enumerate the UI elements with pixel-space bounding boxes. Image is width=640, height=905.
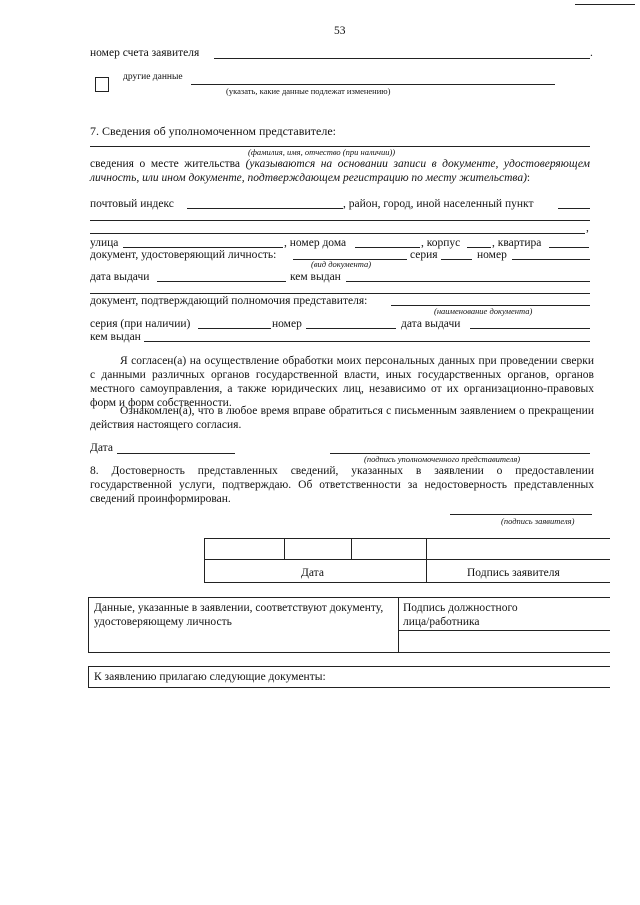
- other-data-hint: (указать, какие данные подлежат изменению): [226, 86, 391, 96]
- number-label: номер: [477, 249, 507, 261]
- series-field[interactable]: [441, 259, 472, 260]
- other-data-label: другие данные: [123, 72, 183, 82]
- page-number: 53: [334, 25, 346, 37]
- residence-lead: сведения о месте жительства: [90, 158, 241, 170]
- postal-index-label: почтовый индекс: [90, 198, 174, 210]
- consent-paragraph-2: Ознакомлен(а), что в любое время вправе обратиться с письменным заявлением о прекращении действия настоящего согласия.: [90, 405, 594, 431]
- series-optional-field[interactable]: [198, 328, 271, 329]
- issued-by-2-field[interactable]: [144, 341, 590, 342]
- district-field[interactable]: [558, 208, 590, 209]
- issue-date-2-field[interactable]: [470, 328, 590, 329]
- postal-index-field[interactable]: [187, 208, 343, 209]
- house-label: , номер дома: [284, 237, 347, 249]
- issue-date-field[interactable]: [157, 281, 286, 282]
- number-2-field[interactable]: [306, 328, 396, 329]
- doc-type-hint: (вид документа): [311, 259, 372, 269]
- apartment-field[interactable]: [549, 247, 589, 248]
- id-doc-label: документ, удостоверяющий личность:: [90, 249, 277, 261]
- verify-right-text: Подпись должностного лица/работника: [403, 602, 518, 628]
- date-label: Дата: [90, 442, 113, 454]
- number-field[interactable]: [512, 259, 590, 260]
- fio-hint: (фамилия, имя, отчество (при наличии)): [248, 147, 396, 157]
- issue-date-2-label: дата выдачи: [401, 318, 461, 330]
- series-optional-label: серия (при наличии): [90, 318, 191, 330]
- sign-date-day[interactable]: [205, 539, 283, 558]
- number-2-label: номер: [272, 318, 302, 330]
- section-7-title: 7. Сведения об уполномоченном представителе:: [90, 124, 337, 138]
- address-line-1[interactable]: [90, 220, 590, 221]
- street-label: улица: [90, 237, 119, 249]
- residence-info: [90, 157, 590, 185]
- section-8-text: 8. Достоверность представленных сведений, указанных в заявлении о предоставлении государственной услуги, подтверждаю. Об ответственности за недостоверность представленных сведений проинформирован.: [90, 465, 594, 505]
- issued-by-2-label: кем выдан: [90, 331, 141, 343]
- address-comma: ,: [586, 222, 589, 234]
- account-number-field[interactable]: [214, 58, 590, 59]
- sign-signature-cell[interactable]: [427, 539, 609, 558]
- sign-date-year[interactable]: [352, 539, 425, 558]
- rep-signature-hint: (подпись уполномоченного представителя): [364, 454, 521, 464]
- other-data-field[interactable]: [191, 84, 555, 85]
- account-number-label: номер счета заявителя: [90, 47, 200, 59]
- applicant-signature-field[interactable]: [450, 514, 592, 515]
- attachments-label: К заявлению прилагаю следующие документы:: [94, 671, 326, 683]
- authority-doc-label: документ, подтверждающий полномочия представителя:: [90, 295, 368, 307]
- consent-paragraph-1: Я согласен(а) на осуществление обработки моих персональных данных при проведении сверки с данными различных органов государственной власти, иных государственных органов, органов местного самоуправления, а также юридических лиц, независимо от их организационно-правовых форм и форм собственности.: [90, 355, 594, 409]
- verify-left-text: Данные, указанные в заявлении, соответствуют документу, удостоверяющему личность: [94, 602, 384, 628]
- issue-date-label: дата выдачи: [90, 271, 150, 283]
- residence-note: (указываются на основании записи в документе, удостоверяющем личность, или ином документе, подтверждающем регистрацию по месту жительства): [90, 158, 591, 184]
- building-label: , корпус: [421, 237, 461, 249]
- other-data-checkbox[interactable]: [95, 77, 109, 92]
- sign-signature-header: Подпись заявителя: [467, 567, 560, 579]
- applicant-signature-hint: (подпись заявителя): [501, 516, 575, 526]
- residence-colon: :: [526, 172, 531, 184]
- issued-by-field[interactable]: [346, 281, 590, 282]
- district-label: , район, город, иной населенный пункт: [343, 198, 534, 210]
- doc-name-hint: (наименование документа): [434, 306, 533, 316]
- attachments-field[interactable]: [352, 667, 609, 686]
- sign-date-month[interactable]: [285, 539, 350, 558]
- account-number-dot: .: [590, 47, 593, 59]
- sign-date-header: Дата: [301, 567, 324, 579]
- corner-mark: [575, 4, 635, 5]
- address-line-2[interactable]: [90, 233, 585, 234]
- date-field[interactable]: [117, 453, 235, 454]
- official-signature-cell[interactable]: [399, 631, 609, 651]
- issued-by-label: кем выдан: [290, 271, 341, 283]
- series-label: серия: [410, 249, 438, 261]
- apartment-label: , квартира: [492, 237, 542, 249]
